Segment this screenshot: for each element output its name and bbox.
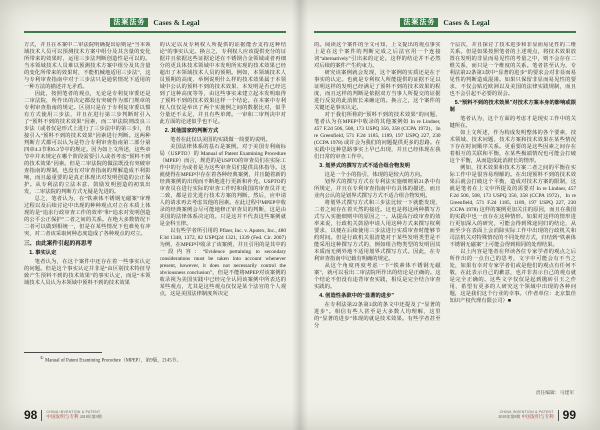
left-page-header	[24, 18, 286, 27]
article-subheading: 1. 事实认定	[29, 250, 57, 257]
journal-logo-cn: 2018年第9期 中国发明与专利	[498, 414, 554, 420]
article-paragraph: 个层次，并且探讨了技术进步和非显而易见性的二维关系。但是如果按照笔者的上述观点，将技术效果放置在发明的非显而易见性的考量之中，则不会存在二维关系，而只是一个维度的关系。笔者甚至认为，专利法第22条第3款中“显著的进步”的要求会对非显而易见性的判断造成混淆。如果只保留非显而易见性的要求，不仅会贴近欧洲以及美国的法律实践规制，而且也不会引起不必要的误会。	[449, 41, 576, 97]
header-rule	[314, 31, 576, 33]
article-subheading: 4. 创造性条款中的“显著的进步”	[319, 293, 395, 300]
journal-logo-cn: 中国发明与专利 2018年第9期	[46, 414, 102, 420]
left-page-columns	[24, 42, 286, 347]
left-page-column-2	[160, 42, 287, 347]
section-label-cn: 法案法务	[110, 18, 148, 27]
footnote-area	[24, 352, 286, 365]
journal-issue: 2018年第9期	[79, 414, 102, 420]
right-page	[300, 0, 600, 430]
editor-credit: 责任编辑：马建军	[535, 391, 574, 396]
right-page-column-2	[450, 42, 577, 347]
right-page-column-1	[314, 42, 441, 347]
page-number-right: 99	[562, 408, 576, 422]
footnote-rule	[24, 352, 102, 353]
article-paragraph: 方式，并且在本案中二审法院明确提出原则是“当本领域技术人员可以预测技术方案中组分及其含量的变化所带来的效果时，运用三步法判断创造性是可以的。当本领域技术人员难以预测技术方案中组分及其含量的变化所带来的效果时，不能机械地适用三步法”，这与专利审查指南中对于三步法只是通常情况下适用的一种方法的描述并无矛盾。	[24, 41, 151, 90]
article-paragraph: 如上文所述，作为构成发明整体的各个要素，技术领域、技术问题、技术方案和技术效果在某些情况下存在时间顺序关系。更重要的是这些因素之间存在着相互的关联和平衡，在某些极端情况也可能会打破这个平衡，从而造成此消彼长的情形。	[449, 129, 576, 164]
footnote	[24, 355, 286, 365]
section-label-en: Cases & Legal	[443, 18, 490, 27]
journal-logo-en: CHINA INVENTION & PATENT	[499, 410, 554, 414]
article-subheading: 三、由此案件引起的再思考	[24, 240, 93, 247]
right-page-header	[314, 18, 576, 27]
article-paragraph: 笔者在此仅以美国的实践做一简要的说明。	[170, 136, 271, 143]
article-subheading: 3. 划界式的撰写方式不适合组合物发明	[319, 163, 410, 170]
journal-logo-en: CHINA INVENTION & PATENT	[46, 410, 101, 414]
article-subheading: 5.“预料不到的技术效果”对技术方案本身的影响或限制	[449, 100, 576, 114]
article-paragraph: 将划界式撰写方式和三步法比较一下就能发现，二者之间存在着天然的接近。这也是将这两种撰写方式写入实施细则中的原因之一。从提高行政审查的效率来说，行政机关鼓励申请人用这种方式来撰写权利要求，以便在后续使用三步法进行实质审查时能够节约时间。但是行政机关很清楚对于某些发明类型是不能采用这种撰写方式的，例如组合物类型的发明因其本质而无例外地不适用划界式撰写方式。因此，在专利审查指南中记载有明确的规定。	[314, 199, 441, 262]
article-paragraph: 在专利法第22条第3款的条文中还提及了“显著的进步”。相信有些人甚至是大多数人均理解，这里的“显著的进步”体现的就是技术效果。有些学者甚至分	[314, 301, 441, 329]
page-number-left: 98	[24, 408, 38, 422]
section-label-cn: 法案法务	[400, 18, 438, 27]
footer-divider	[558, 410, 559, 421]
journal-logo	[46, 410, 101, 420]
article-paragraph: 的。阅读这个案件的全文可知，上文提出的观点事实上是在这个案件的判断完成之后法官用一个连接词“alternatively”引出来的定论。这样的结论并不必然对后续的案件产生约束力。	[314, 41, 441, 69]
footer-divider	[41, 410, 42, 421]
header-rule	[24, 31, 286, 33]
right-page-columns	[314, 42, 576, 347]
article-paragraph: 笔者认为，在这个案件中还存在着一些事实认定的问题。但是这个事实认定并非是“由区别技术特征导致产生预料不到的技术效果”的事实认定，而是“本领域技术人员认为本领域中预料不到的技术效果	[24, 258, 151, 286]
article-paragraph: 划界式的撰写方式在专利法实施细则第21条中有所规定，并且在专利审查指南中有具体的描述，而且业内公认的是划界式撰写方式不适合组合物发明。	[314, 178, 441, 199]
page-gutter-shadow	[292, 0, 308, 430]
article-paragraph: 笔者认为，这个方面的考虑才是现实工作中的关键所在。	[449, 115, 576, 129]
left-page-column-1	[24, 42, 151, 347]
article-paragraph: 因此，按照笔者的观点，无论是专利复审委还是二审法院，所作出的决定都没有突破作为部门规章的专利审查指南的规定。区别只是在于专利复审委以惯有方式使用三步法，并且在进行第三步判断时引入了“预料不到的技术效果”因素，而二审法院则改良三步法（或者仅是形式上进行了三步法中的第三步），直接引入“预料不到的技术效果”因素进行判断。这两种判断方式都可以认为是符合专利审查指南第二部分第四章4.3节和6.3节中的规定。因为如上文所述，这些章节中并未规定在哪个阶段需要引入或者考虑“预料不到的技术效果”因素。但是二审法院的做法既没有突破审查指南的规制，也没有对审查指南的理解造成不利影响，而且最重要的是真正体现出对发明创造的公正保护。从专利法的立法本意、鼓励发明创造的初衷出发，二审法院的判断方式无疑是先进的。	[24, 90, 151, 195]
article-paragraph: 从这个角度再度考虑一下“铁素体不锈钢无磁案”，就可以看出二审法院所作出的结论是正确的。这个结论不但没有违背审查实践，相反是完全结合审查实践的。	[314, 262, 441, 290]
footnote-text: Manual of Patent Examining Procedure（MPEP），第9版，2145节。	[44, 358, 182, 364]
article-paragraph: 例如，技术效果和技术方案二者之间的平衡在实际工作中是很容易理解的。在出现预料不到的技术效果后就会打破这个平衡，造成对技术方案的限制，这就是笔者在上文中所提及的需要对 In re Lindner, 457 F.2d 506, 508, 173 USPQ 356, 358 (CCPA 1972)，In re Greenfield, 571 F.2d 1185, 1189, 197 USPQ 227, 230 (CCPA 1978) 这样的案例更加关注的原因，而且在我国的实践中也一直存在这种情形。如果对这样的情形进行更加深入的研究，可能会得到殊途同归的结论，从而至少在表面上会消除实际工作中出现的行政机关和司法机关对特殊情况的不同处理方式，归结到“铁素体不锈钢无磁案”上可能会得到相同的处理结果。	[449, 164, 576, 248]
section-label-en: Cases & Legal	[153, 18, 200, 27]
article-paragraph: 的认定以及专利权人所提供的证据能否支持这种结论”的事实认定。换言之，专利权人应该提供充分的证据并且依据这些证据论述在不锈钢合金领域或者再细分的更具体技术领域中本发明所实现的技术效果已经超出了本领域技术人员的预期。例如，本领域技术人员预期的高度、举例说明什么样的技术效果属于本领域中公认的预料不到的技术效果、本发明是否已经达到了这种高度等等，由这些事实来建立起本发明取得了预料不到的技术效果这样一个结论。在本案中专利权人仅仅是举出了两个实施例之间的数据比对，似乎分量还不太足，并且有些单薄。一审和二审判决中对此方面的论述似乎也不足。	[159, 41, 286, 125]
article-paragraph: 美国法律体系的基石是案例。对于美国专利商标局（USPTO）的 Manual of Patent Examining Procedure（MPEP）而言，规范的是USPTO的审查员们在实际工作中的行为或者是为这些审查员们提供具体指导。这就使得在MPEP中存在着各种经典案例，并且随着新的经典案例的出现而不断地进行更新和补充。USPTO的审查员在进行实际的审查工作时和我国的审查员并无二致，都是首先进行技术方案的判断。然后，应申请人的请求再去考虑其他的因素。在此过程中MPEP中收录的经典案例会尽可能地修正审查员的判断，这是由美国的法律体系决定的。只是这并不代表这些案例就是金科玉律。	[159, 143, 286, 227]
left-page-footer	[24, 409, 102, 421]
article-paragraph: 以上内容是笔者在拜读各位专家学者的观点之后所作出的一点自己的思考，文字中可能会有不当之处，如果有幸对专家学者们或是他们的观点有任何不敬，在此表示自己的歉意，也并非表示自己的观点就是完全正确的。这些文字仅仅是起到抛砖引玉之作用，希望有更多的人研究这个领域中出现的各种问题，这是我们这个行业的幸事。（作者单位：北京集佳知识产权代理有限公司）■	[449, 248, 576, 304]
article-paragraph: 这是一个小的指引，体现的是较大的方向。	[324, 171, 426, 178]
article-subheading: 2. 其他国家的判断方式	[164, 128, 219, 135]
journal-logo	[498, 410, 553, 420]
article-paragraph: 对于我们所称的“预料不到的技术效果”的问题，笔者认为在MPEP中收录的其他案例如 In re Lindner, 457 F.2d 506, 508, 173 USPQ 356, 358 (CCPA 1972)，In re Greenfield, 571 F.2d 1185, 1189, 197 USPQ 227, 230 (CCPA 1978) 或许会为我们的问题提供更多的思路。在实践中这种思路事实上早已出现，并且已经体现在我们日常的审查工作中。	[314, 111, 441, 160]
right-page-footer	[498, 409, 576, 421]
footnote-marker: ①	[40, 355, 44, 361]
article-paragraph: 研究该案例就会发现，这个案例的实质还是在于事实的认定。也就是专利权人所能提供的证据不足以证明这样的发明已经满足了预料不到的技术效果的程度，而且这样的判断是依据双方当事人所提交的证据进行反复的此消彼长来确定的。换言之，这个案件的关键还是事实认定。	[314, 69, 441, 111]
article-paragraph: 以有些学者所引用的 Pfizer, Inc. v. Apotex, Inc., 480 F.3d 1348, 1372, 82 USPQ2d 1321, 1339 (Fed. Cir. 2007) 为例，在MPEP中收录了该案例，并且引用的是其中的一段内容：“Evidence pertaining to secondary considerations must be taken into account whenever present, however, it does not necessarily control the obviousness conclusion”，但是不能将MPEP对该案例的收录视为美国实践中已经完全认同该案例中所表达的某些观点，尤其是这些观点仅仅是某个法官的个人观点，这是美国法律制度所决定	[159, 227, 286, 297]
journal-issue: 2018年第9期	[498, 414, 521, 420]
article-paragraph: 总之，笔者认为，在“铁素体不锈钢无磁案”审理过程以及后续讨论中出现的种种观点对立在本质上体现的是“追求行政审查工作的效率”和“追求对发明创造的公平公正保护”二者之间的关系。在绝大多数情况下二者可以做到相统一，但是在某些情况下也难免有冲突，对二者该采取何种态度造成了各种观点的对立。	[24, 195, 151, 237]
